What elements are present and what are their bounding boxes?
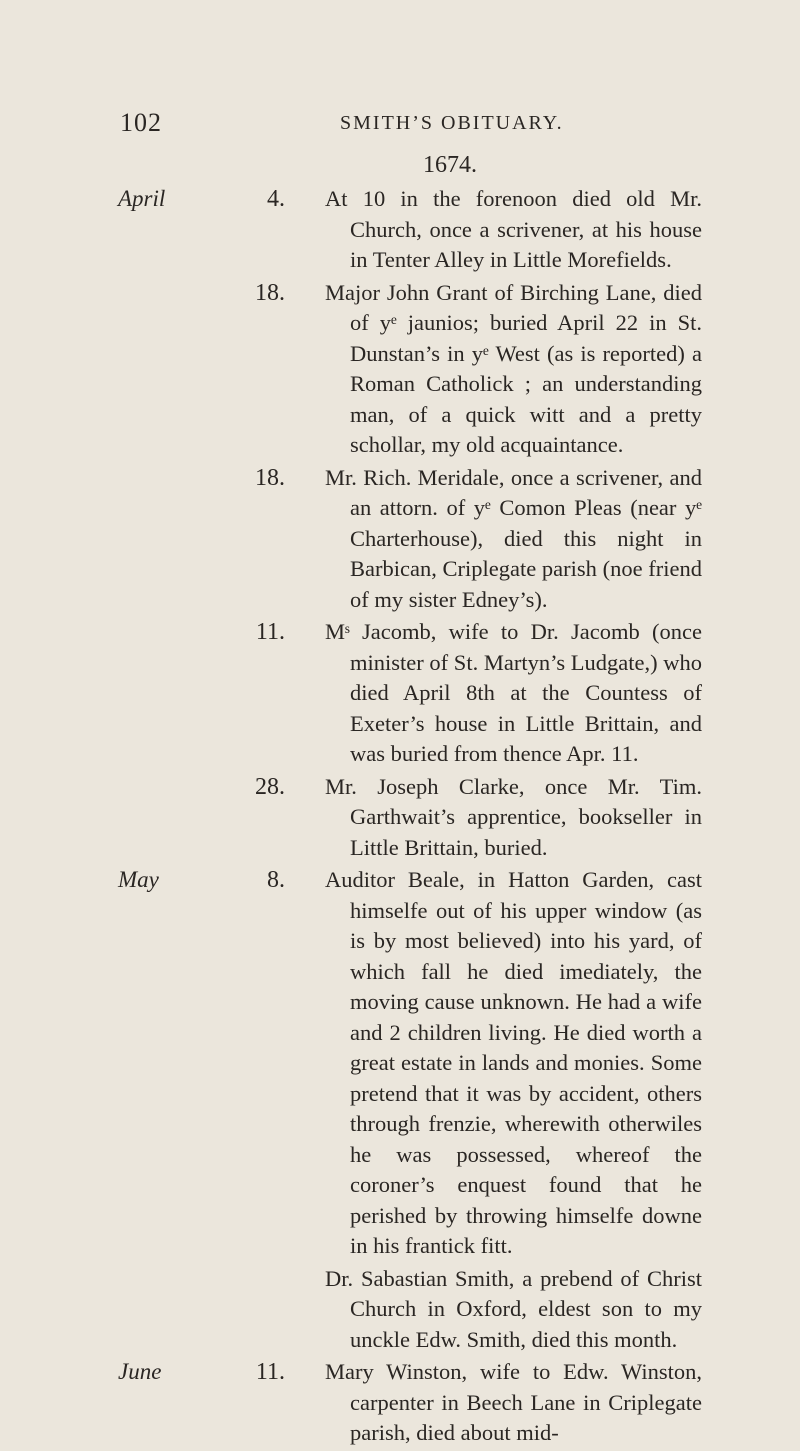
entry-day: 18. [255,464,285,491]
page-header [0,108,800,138]
entry-text: At 10 in the forenoon died old Mr. Church, once a scrivener, at his house in Tenter Alley in Little Morefields. [325,186,702,272]
entry-text: Auditor Beale, in Hatton Garden, cast himselfe out of his upper window (as is by most believed) into his yard, of which fall he died imediately, the moving cause unknown. He had a wife and 2 children living. He died worth a great estate in lands and monies. Some pretend that it was by accident, others through frenzie, wherewith otherwiles he was possessed, whereof the coroner’s enquest found that he perished by throwing himselfe downe in his frantick fitt. [325,867,702,1258]
year-heading: 1674. [423,152,477,178]
entry-text: Mary Winston, wife to Edw. Winston, carpenter in Beech Lane in Criplegate parish, died about mid- [325,1359,702,1445]
entry-day: 4. [267,186,285,212]
entry-text: Mˢ Jacomb, wife to Dr. Jacomb (once minister of St. Martyn’s Ludgate,) who died April 8th at the Countess of Exeter’s house in Little Brittain, and was buried from thence Apr. 11. [325,619,702,766]
entry-text: Dr. Sabastian Smith, a prebend of Christ Church in Oxford, eldest son to my unckle Edw. Smith, died this month. [325,1265,702,1352]
entry-day: 11. [255,1359,285,1385]
obituary-entry [0,865,800,1262]
obituary-entry [0,1357,800,1449]
entry-day: 28. [255,773,285,800]
running-title: SMITH’S OBITUARY. [340,112,564,134]
obituary-entry [0,772,800,864]
entry-month: June [118,1359,162,1384]
entry-month: May [118,867,159,892]
entry-day: 8. [267,867,285,893]
obituary-entry [0,463,800,616]
obituary-entry [0,1264,800,1356]
page-number: 102 [120,108,162,137]
entry-day: 11. [255,619,285,645]
obituary-entry [0,278,800,461]
entry-text: Mr. Rich. Meridale, once a scrivener, and an attorn. of yᵉ Comon Pleas (near yᵉ Charterhouse), died this night in Barbican, Criplegate parish (noe friend of my sister Edney’s). [325,464,702,612]
entry-month: April [118,186,166,211]
entry-text: Major John Grant of Birching Lane, died of yᵉ jaunios; buried April 22 in St. Dunstan’s in yᵉ West (as is reported) a Roman Catholick ; an understanding man, of a quick witt and a pretty schollar, my old acquaintance. [325,279,702,457]
obituary-entry [0,184,800,276]
entry-text: Mr. Joseph Clarke, once Mr. Tim. Garthwait’s apprentice, bookseller in Little Brittain, buried. [325,773,702,860]
entry-day: 18. [255,279,285,306]
obituary-entry [0,617,800,770]
obituary-entries [0,184,800,1451]
